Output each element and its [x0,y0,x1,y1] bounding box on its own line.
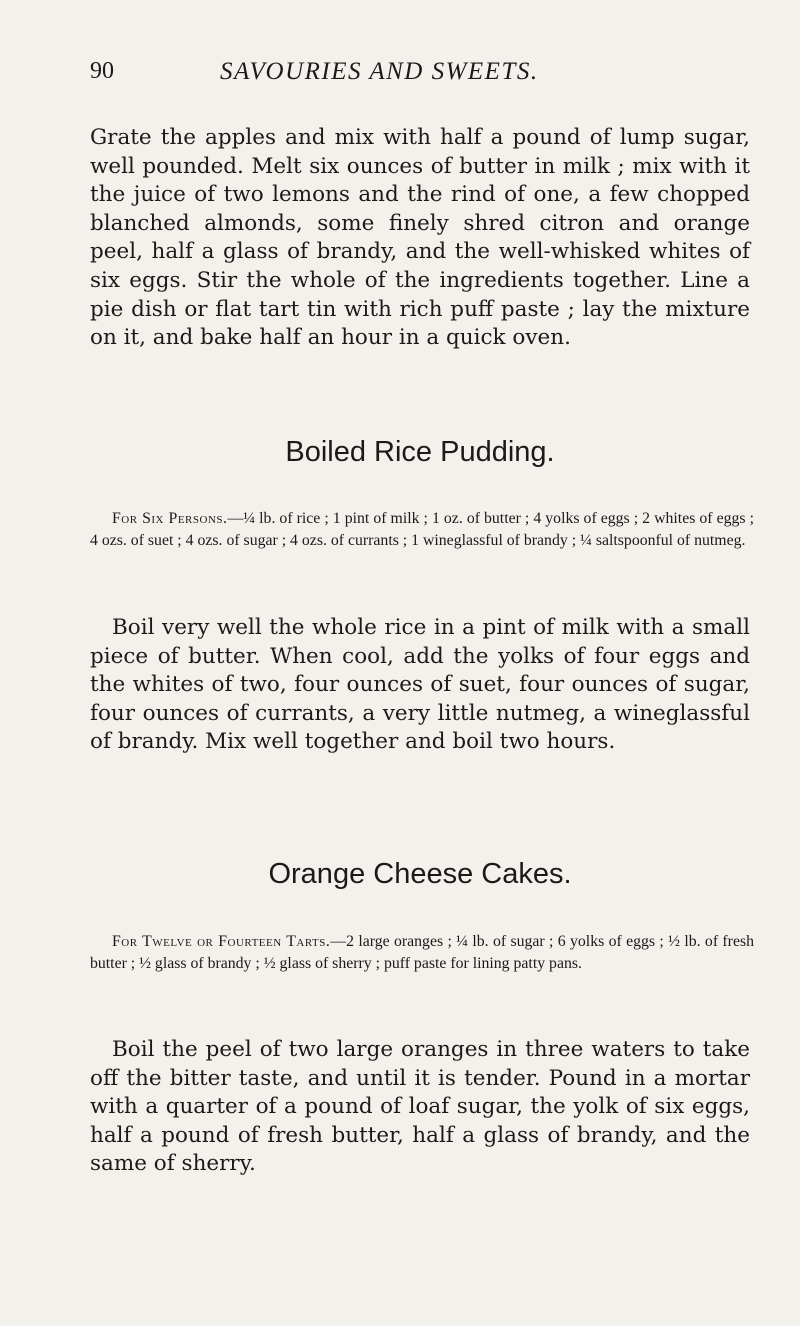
ingredients-lead: For Six Persons. [112,510,228,527]
recipe-title-orange-cheese-cakes: Orange Cheese Cakes. [268,858,572,890]
ingredients-orange-cheese-cakes [90,931,754,976]
ingredients-list: —2 large oranges ; ¼ lb. of sugar ; 6 yolks of eggs ; ½ lb. of fresh butter ; ½ glass of brandy ; ½ glass of sherry ; puff paste for lining patty pans. [90,933,754,973]
running-title: SAVOURIES AND SWEETS. [220,58,539,85]
ingredients-list: —¼ lb. of rice ; 1 pint of milk ; 1 oz. of butter ; 4 yolks of eggs ; 2 whites of eggs ; 4 ozs. of suet ; 4 ozs. of sugar ; 4 ozs. of currants ; 1 wineglassful of brandy ; ¼ saltspoonful of nutmeg. [90,510,754,550]
method-boiled-rice-pudding: Boil very well the whole rice in a pint of milk with a small piece of butter. When cool, add the yolks of four eggs and the whites of two, four ounces of suet, four ounces of sugar, four ounces of currants, a very little nutmeg, a wineglassful of brandy. Mix well together and boil two hours. [90,615,750,755]
ingredients-boiled-rice-pudding [90,508,754,553]
recipe-title-boiled-rice-pudding: Boiled Rice Pudding. [285,436,555,468]
page-number: 90 [90,58,114,84]
intro-paragraph: Grate the apples and mix with half a pound of lump sugar, well pounded. Melt six ounces of butter in milk ; mix with it the juice of two lemons and the rind of one, a few chopped blanched almonds, some finely shred citron and orange peel, half a glass of brandy, and the well-whisked whites of six eggs. Stir the whole of the ingredients together. Line a pie dish or flat tart tin with rich puff paste ; lay the mixture on it, and bake half an hour in a quick oven. [90,125,750,351]
method-orange-cheese-cakes: Boil the peel of two large oranges in three waters to take off the bitter taste, and until it is tender. Pound in a mortar with a quarter of a pound of loaf sugar, the yolk of six eggs, half a pound of fresh butter, half a glass of brandy, and the same of sherry. [90,1037,750,1177]
running-header [90,58,710,90]
ingredients-lead: For Twelve or Fourteen Tarts. [112,933,331,950]
